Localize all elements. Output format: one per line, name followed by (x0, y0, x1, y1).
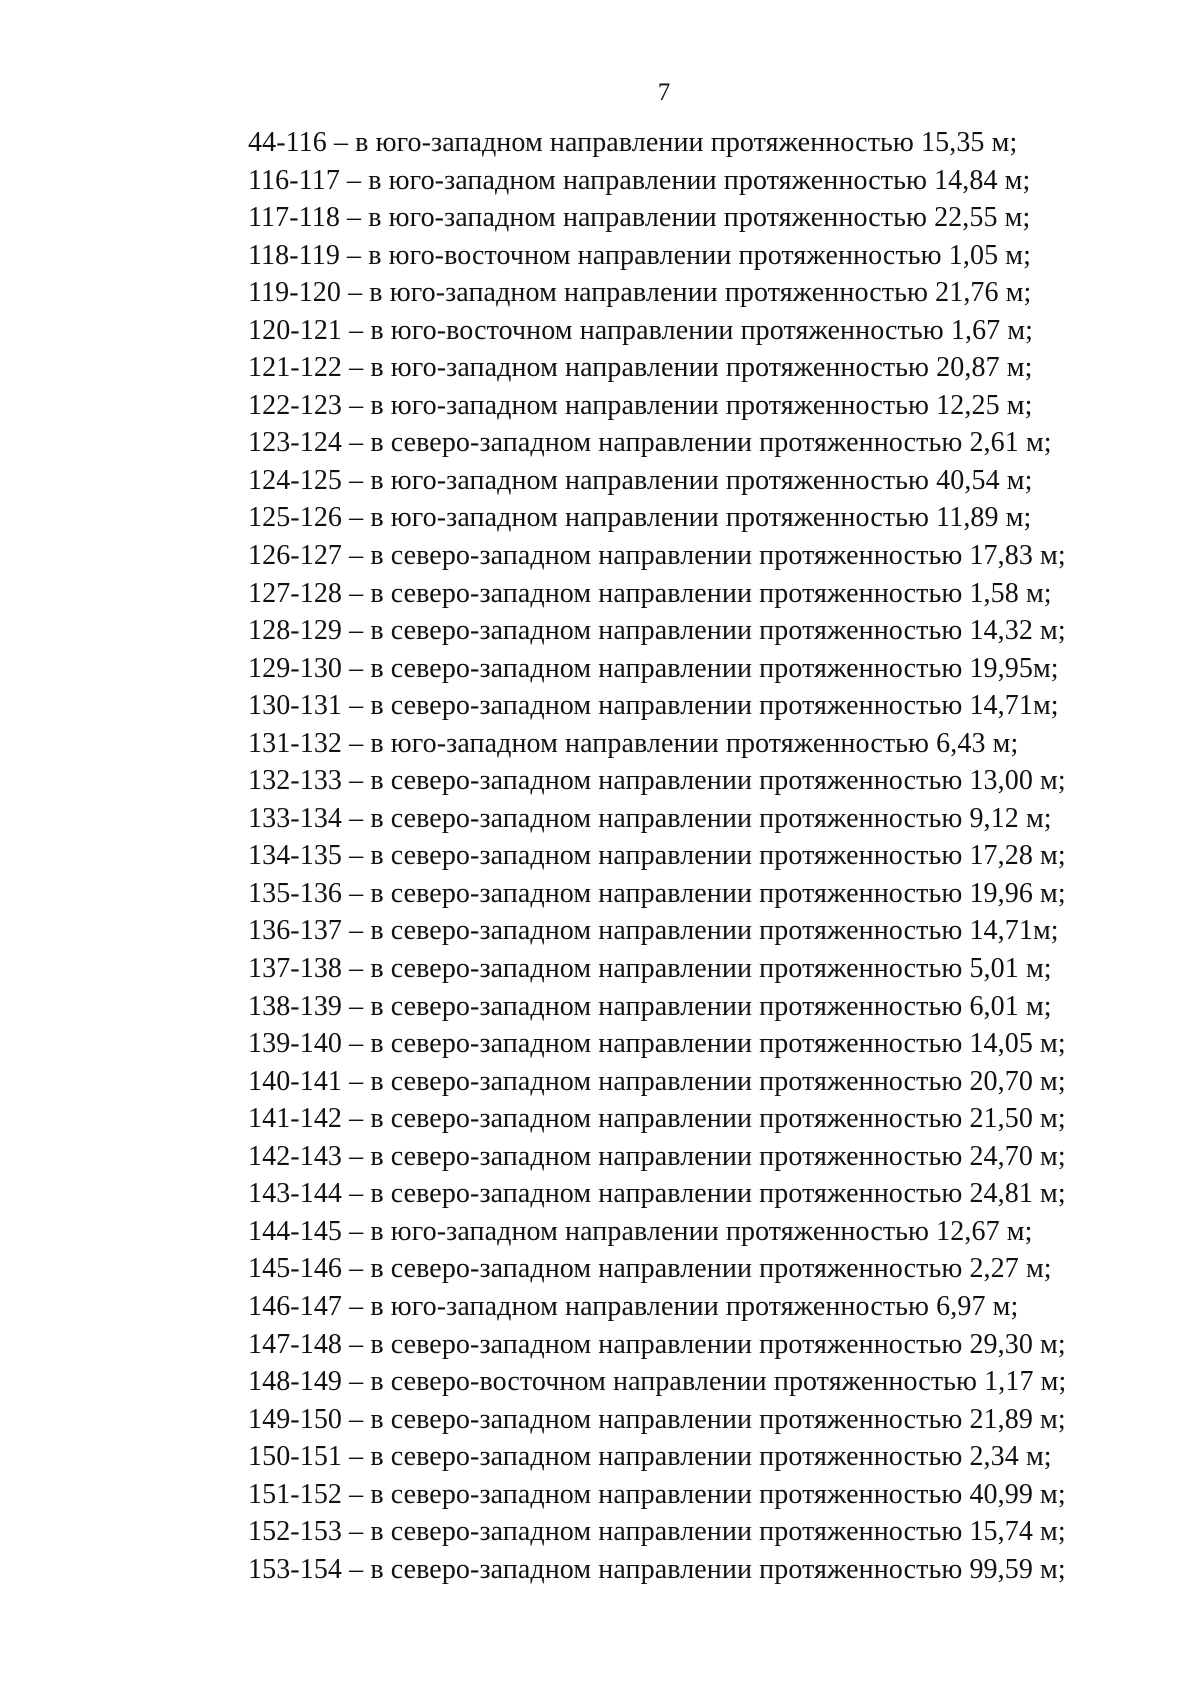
page-number: 7 (657, 79, 671, 106)
segment-line: 121-122 – в юго-западном направлении протяженностью 20,87 м; (248, 352, 1033, 384)
segment-line: 152-153 – в северо-западном направлении протяженностью 15,74 м; (248, 1516, 1066, 1548)
segment-line: 133-134 – в северо-западном направлении протяженностью 9,12 м; (248, 802, 1052, 834)
segment-line: 138-139 – в северо-западном направлении протяженностью 6,01 м; (248, 990, 1052, 1022)
segment-line: 122-123 – в юго-западном направлении протяженностью 12,25 м; (248, 389, 1033, 421)
segment-line: 130-131 – в северо-западном направлении протяженностью 14,71м; (248, 690, 1059, 722)
segment-line: 144-145 – в юго-западном направлении протяженностью 12,67 м; (248, 1215, 1033, 1247)
segment-line: 131-132 – в юго-западном направлении протяженностью 6,43 м; (248, 727, 1019, 759)
segment-line: 136-137 – в северо-западном направлении протяженностью 14,71м; (248, 915, 1059, 947)
segment-line: 139-140 – в северо-западном направлении протяженностью 14,05 м; (248, 1028, 1066, 1060)
segment-line: 146-147 – в юго-западном направлении протяженностью 6,97 м; (248, 1290, 1019, 1322)
segment-line: 123-124 – в северо-западном направлении протяженностью 2,61 м; (248, 427, 1052, 459)
segment-line: 151-152 – в северо-западном направлении протяженностью 40,99 м; (248, 1478, 1066, 1510)
segment-line: 147-148 – в северо-западном направлении протяженностью 29,30 м; (248, 1328, 1066, 1360)
segment-line: 127-128 – в северо-западном направлении протяженностью 1,58 м; (248, 577, 1052, 609)
segment-line: 134-135 – в северо-западном направлении протяженностью 17,28 м; (248, 840, 1066, 872)
segment-line: 126-127 – в северо-западном направлении протяженностью 17,83 м; (248, 540, 1066, 572)
segment-line: 153-154 – в северо-западном направлении протяженностью 99,59 м; (248, 1553, 1066, 1585)
segment-line: 140-141 – в северо-западном направлении протяженностью 20,70 м; (248, 1065, 1066, 1097)
segment-line: 132-133 – в северо-западном направлении протяженностью 13,00 м; (248, 765, 1066, 797)
segment-line: 129-130 – в северо-западном направлении протяженностью 19,95м; (248, 652, 1059, 684)
segment-line: 148-149 – в северо-восточном направлении протяженностью 1,17 м; (248, 1366, 1067, 1398)
segment-line: 149-150 – в северо-западном направлении протяженностью 21,89 м; (248, 1403, 1066, 1435)
segment-line: 145-146 – в северо-западном направлении протяженностью 2,27 м; (248, 1253, 1052, 1285)
segment-line: 141-142 – в северо-западном направлении протяженностью 21,50 м; (248, 1103, 1066, 1135)
segment-line: 117-118 – в юго-западном направлении протяженностью 22,55 м; (248, 202, 1031, 234)
segment-line: 124-125 – в юго-западном направлении протяженностью 40,54 м; (248, 464, 1033, 496)
segment-line: 143-144 – в северо-западном направлении протяженностью 24,81 м; (248, 1178, 1066, 1210)
segment-line: 120-121 – в юго-восточном направлении протяженностью 1,67 м; (248, 314, 1034, 346)
segment-line: 135-136 – в северо-западном направлении протяженностью 19,96 м; (248, 877, 1066, 909)
segment-line: 142-143 – в северо-западном направлении протяженностью 24,70 м; (248, 1140, 1066, 1172)
segment-line: 137-138 – в северо-западном направлении протяженностью 5,01 м; (248, 953, 1052, 985)
boundary-segment-list (248, 124, 1066, 1588)
segment-line: 128-129 – в северо-западном направлении протяженностью 14,32 м; (248, 615, 1066, 647)
segment-line: 125-126 – в юго-западном направлении протяженностью 11,89 м; (248, 502, 1032, 534)
segment-line: 119-120 – в юго-западном направлении протяженностью 21,76 м; (248, 277, 1032, 309)
segment-line: 116-117 – в юго-западном направлении протяженностью 14,84 м; (248, 164, 1031, 196)
segment-line: 150-151 – в северо-западном направлении протяженностью 2,34 м; (248, 1441, 1052, 1473)
segment-line: 118-119 – в юго-восточном направлении протяженностью 1,05 м; (248, 239, 1031, 271)
segment-line: 44-116 – в юго-западном направлении протяженностью 15,35 м; (248, 127, 1018, 158)
